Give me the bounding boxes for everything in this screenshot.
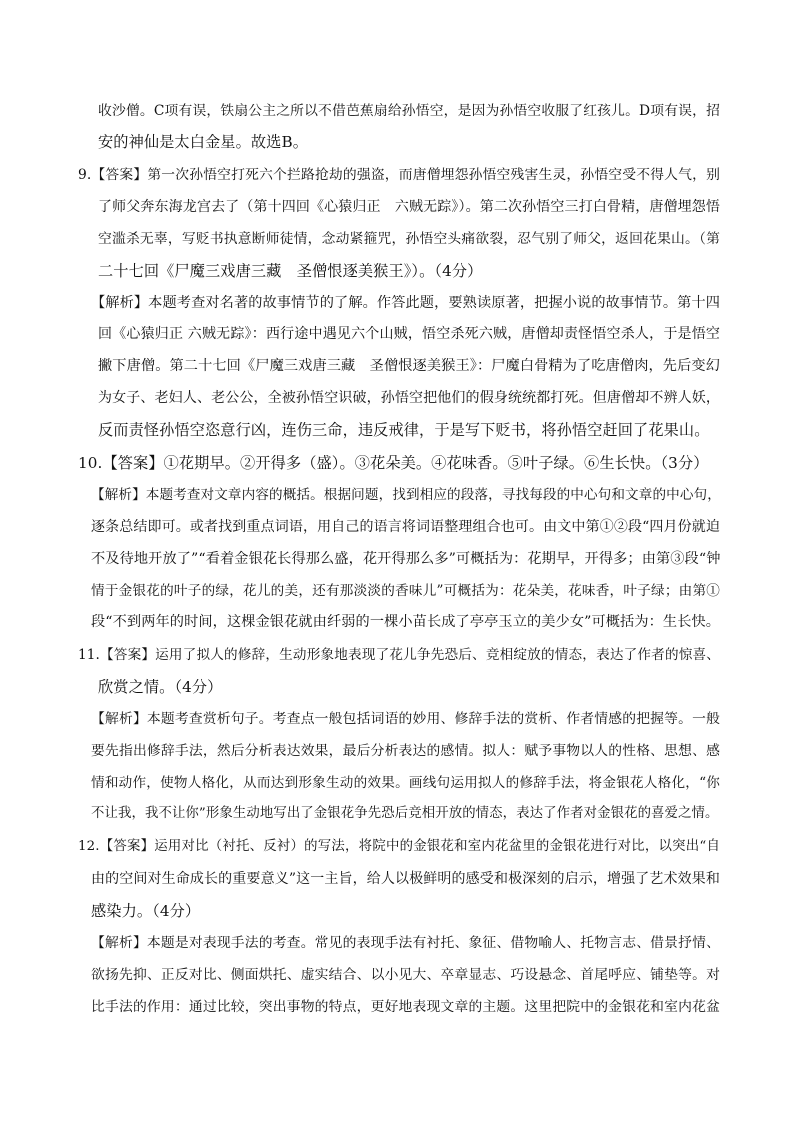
- text-line: 为女子、老妇人、老公公，全被孙悟空识破，孙悟空把他们的假身统统都打死。但唐僧却不辨人妖，: [98, 390, 720, 406]
- analysis-10-line: 【解析】本题考查对文章内容的概括。根据问题，找到相应的段落，寻找每段的中心句和文章的中心句，: [91, 487, 721, 503]
- text-line: 二十七回《尸魔三戏唐三藏 圣僧恨逐美猴王》）。（4分）: [98, 262, 483, 280]
- text-line: 回《心猿归正 六贼无踪》：西行途中遇见六个山贼，悟空杀死六贼，唐僧却责怪悟空杀人，于是悟空: [98, 326, 720, 342]
- text-line: 感染力。（4分）: [91, 902, 201, 920]
- analysis-9-line: 【解析】本题考查对名著的故事情节的了解。作答此题，要熟读原著，把握小说的故事情节。第十四: [91, 295, 720, 311]
- text-line: 段“不到两年的时间，这棵金银花就由纤弱的一棵小苗长成了亭亭玉立的美少女”可概括为：生长快。: [91, 614, 721, 630]
- text-line: 情和动作，使物人格化，从而达到形象生动的效果。画线句运用拟人的修辞手法，将金银花人格化，“你: [91, 775, 720, 791]
- text-line: 不及待地开放了”“看着金银花长得那么盛，花开得那么多”可概括为：花期早，开得多；由第③段“钟: [91, 551, 721, 567]
- answer-11-line: 11.【答案】运用了拟人的修辞，生动形象地表现了花儿争先恐后、竞相绽放的情态，表达了作者的惊喜、: [78, 647, 720, 663]
- text-line: 要先指出修辞手法，然后分析表达效果，最后分析表达的感情。拟人：赋予事物以人的性格、思想、感: [91, 743, 720, 759]
- text-line: 逐条总结即可。或者找到重点词语，用自己的语言将词语整理组合也可。由文中第①②段“四月份就迫: [91, 519, 720, 535]
- text-line: 欲扬先抑、正反对比、侧面烘托、虚实结合、以小见大、卒章显志、巧设悬念、首尾呼应、铺垫等。对: [91, 967, 720, 983]
- text-line: 撇下唐僧。第二十七回《尸魔三戏唐三藏 圣僧恨逐美猴王》：尸魔白骨精为了吃唐僧肉，先后变幻: [98, 358, 720, 374]
- answer-12-line: 12.【答案】运用对比（衬托、反衬）的写法，将院中的金银花和室内花盆里的金银花进行对比，以突出“自: [78, 839, 720, 854]
- text-line: 反而责怪孙悟空恣意行凶，连伤三命，违反戒律，于是写下贬书，将孙悟空赶回了花果山。: [98, 421, 710, 439]
- text-line: 情于金银花的叶子的绿，花儿的美，还有那淡淡的香味儿”可概括为：花朵美，花味香，叶子绿；由第①: [91, 583, 720, 599]
- analysis-11-line: 【解析】本题考查赏析句子。考查点一般包括词语的妙用、修辞手法的赏析、作者情感的把握等。一般: [91, 711, 720, 727]
- analysis-12-line: 【解析】本题是对表现手法的考查。常见的表现手法有衬托、象征、借物喻人、托物言志、借景抒情、: [91, 935, 720, 951]
- text-line: 由的空间对生命成长的重要意义”这一主旨，给人以极鲜明的感受和极深刻的启示，增强了艺术效果和: [91, 871, 720, 887]
- text-line: 收沙僧。C项有误，铁扇公主之所以不借芭蕉扇给孙悟空，是因为孙悟空收服了红孩儿。D项有误，招: [98, 103, 720, 119]
- text-line: 安的神仙是太白金星。故选B。: [98, 133, 308, 151]
- text-line: 不让我，我不让你”形象生动地写出了金银花争先恐后竞相开放的情态，表达了作者对金银花的喜爱之情。: [91, 806, 719, 821]
- text-line: 比手法的作用：通过比较，突出事物的特点，更好地表现文章的主题。这里把院中的金银花和室内花盆: [91, 999, 720, 1015]
- text-line: 空滥杀无辜，写贬书执意断师徒情，念动紧箍咒，孙悟空头痛欲裂，忍气别了师父，返回花果山。（第: [98, 231, 720, 247]
- text-line: 欣赏之情。（4分）: [98, 678, 223, 696]
- answer-10-line: 10.【答案】①花期早。②开得多（盛）。③花朵美。④花味香。⑤叶子绿。⑥生长快。（3分）: [78, 454, 709, 472]
- text-line: 了师父奔东海龙宫去了（第十四回《心猿归正 六贼无踪》）。第二次孙悟空三打白骨精，唐僧埋怨悟: [98, 199, 720, 215]
- answer-9-line: 9.【答案】第一次孙悟空打死六个拦路抢劫的强盗，而唐僧埋怨孙悟空残害生灵，孙悟空受不得人气，别: [78, 167, 720, 183]
